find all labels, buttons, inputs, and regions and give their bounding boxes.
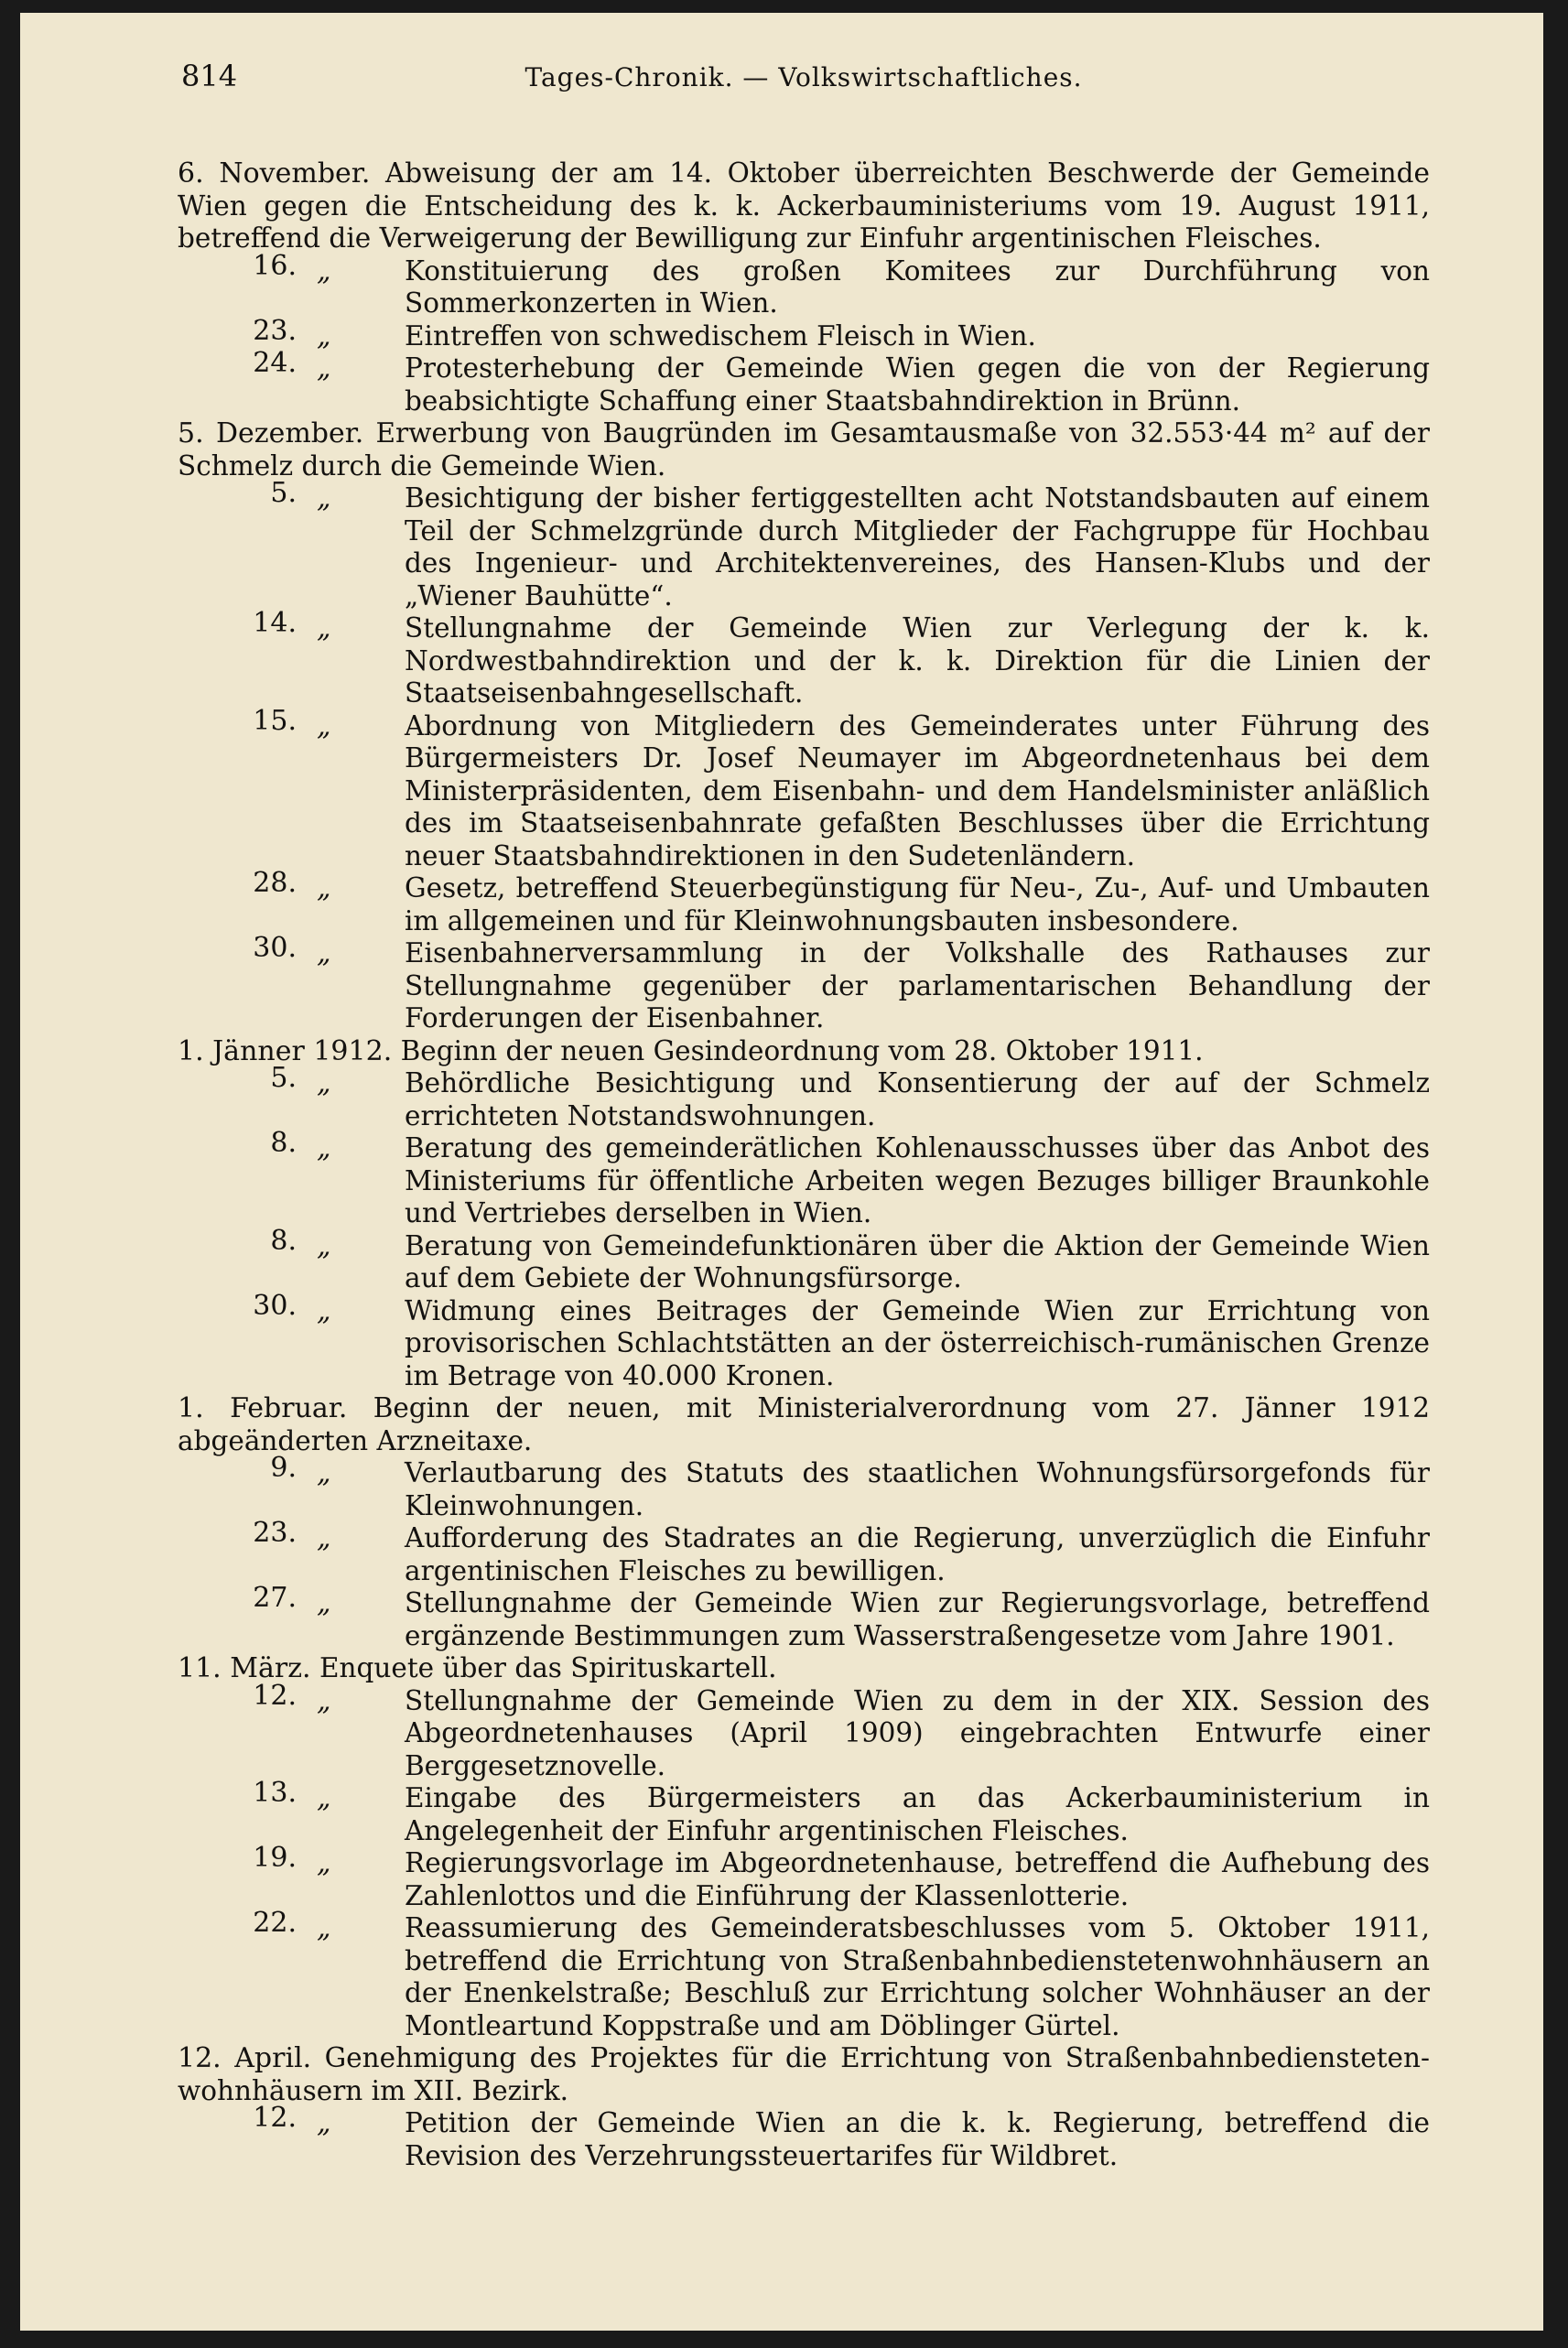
entry-text: Widmung eines Beitrages der Gemeinde Wien zur Errichtung von provisorischen Schlachtstätten an der österreichisch-rumänischen Grenze im Betrage von 40.000 Kronen. [405, 1294, 1430, 1391]
chronicle-entry [178, 1652, 1430, 1685]
entry-text: Genehmigung des Projektes für die Errichtung von Straßenbahnbediensteten-wohnhäusern im XII. Bezirk. [178, 2042, 1430, 2106]
ditto-mark: „ [317, 1522, 331, 1554]
entry-date: 8. [270, 1224, 297, 1257]
entry-text: Eingabe des Bürgermeisters an das Ackerbauministerium in Angelegenheit der Einfuhr argentinischen Fleisches. [405, 1782, 1430, 1846]
entry-date: 23. [253, 1517, 297, 1549]
entry-text: Verlautbarung des Statuts des staatlichen Wohnungsfürsorgefonds für Kleinwohnungen. [405, 1457, 1430, 1521]
entry-text: Besichtigung der bisher fertiggestellten acht Notstandsbauten auf einem Teil der Schmelzgründe durch Mitglieder der Fachgruppe für Hochbau des Ingenieur- und Architektenvereines, des Hansen-Klubs und der „Wiener Bauhütte“. [405, 482, 1430, 611]
entry-text: Abordnung von Mitgliedern des Gemeinderates unter Führung des Bürgermeisters Dr. Josef Neumayer im Abgeordnetenhaus bei dem Ministerpräsidenten, dem Eisenbahn- und dem Handelsminister anläßlich des im Staatseisenbahnrate gefaßten Beschlusses über die Errichtung neuer Staatsbahndirektionen in den Sudetenländern. [405, 709, 1430, 871]
entry-text: Beratung des gemeinderätlichen Kohlenausschusses über das Anbot des Ministeriums für öffentliche Arbeiten wegen Bezuges billiger Braunkohle und Vertriebes derselben in Wien. [405, 1132, 1430, 1228]
entry-date: 30. [253, 1289, 297, 1322]
ditto-mark: „ [317, 1782, 331, 1814]
entry-text: Beginn der neuen, mit Ministerialverordnung vom 27. Jänner 1912 abgeänderten Arzneitaxe. [178, 1392, 1430, 1456]
chronicle-entry [178, 1062, 1430, 1132]
entry-date: 24. [253, 347, 297, 379]
entry-text: Aufforderung des Stadrates an die Regierung, unverzüglich die Einfuhr argentinischen Fleisches zu bewilligen. [405, 1522, 1430, 1586]
entry-date: 5. [270, 477, 297, 509]
ditto-mark: „ [317, 612, 331, 644]
chronicle-entry [178, 704, 1430, 873]
entry-text: Erwerbung von Baugründen im Gesamtausmaße von 32.553·44 m² auf der Schmelz durch die Gemeinde Wien. [178, 417, 1430, 482]
chronicle-entries [178, 157, 1430, 2172]
ditto-mark: „ [317, 254, 331, 287]
entry-text: Regierungsvorlage im Abgeordnetenhause, betreffend die Aufhebung des Zahlenlottos und die Einführung der Klassenlotterie. [405, 1847, 1430, 1911]
chronicle-entry [178, 1127, 1430, 1230]
entry-date: 12. April. [178, 2042, 312, 2074]
running-title: Tages-Chronik. — Volkswirtschaftliches. [524, 62, 1083, 92]
ditto-mark: „ [317, 1067, 331, 1099]
chronicle-entry [178, 1224, 1430, 1295]
entry-date: 15. [253, 704, 297, 737]
chronicle-entry [178, 2102, 1430, 2172]
entry-date: 27. [253, 1582, 297, 1614]
chronicle-entry [178, 2042, 1430, 2107]
chronicle-entry [178, 477, 1430, 612]
entry-date: 22. [253, 1907, 297, 1939]
ditto-mark: „ [317, 872, 331, 904]
entry-date: 12. [253, 1679, 297, 1712]
chronicle-entry [178, 607, 1430, 710]
entry-date: 1. Jänner 1912. [178, 1034, 393, 1067]
ditto-mark: „ [317, 1132, 331, 1164]
chronicle-entry [178, 1679, 1430, 1783]
entry-text: Gesetz, betreffend Steuerbegünstigung für Neu-, Zu-, Auf- und Umbauten im allgemeinen und für Kleinwohnungsbauten insbesondere. [405, 872, 1430, 936]
entry-text: Beginn der neuen Gesindeordnung vom 28. Oktober 1911. [400, 1034, 1204, 1066]
ditto-mark: „ [317, 1587, 331, 1619]
ditto-mark: „ [317, 709, 331, 742]
ditto-mark: „ [317, 1294, 331, 1327]
ditto-mark: „ [317, 1457, 331, 1489]
entry-date: 14. [253, 607, 297, 639]
ditto-mark: „ [317, 1229, 331, 1262]
page-number: 814 [181, 59, 238, 93]
entry-date: 28. [253, 867, 297, 899]
ditto-mark: „ [317, 352, 331, 384]
ditto-mark: „ [317, 937, 331, 969]
chronicle-entry [178, 1289, 1430, 1393]
chronicle-entry [178, 1452, 1430, 1522]
chronicle-entry [178, 1392, 1430, 1457]
entry-text: Abweisung der am 14. Oktober überreichten Beschwerde der Gemeinde Wien gegen die Entscheidung des k. k. Ackerbauministeriums vom 19. August 1911, betreffend die Verweigerung der Bewilligung zur Einfuhr argentinischen Fleisches. [178, 157, 1430, 254]
ditto-mark: „ [317, 319, 331, 352]
entry-text: Beratung von Gemeindefunktionären über die Aktion der Gemeinde Wien auf dem Gebiete der Wohnungsfürsorge. [405, 1229, 1430, 1293]
entry-date: 8. [270, 1127, 297, 1159]
entry-date: 1. Februar. [178, 1392, 348, 1424]
entry-date: 23. [253, 314, 297, 347]
entry-date: 9. [270, 1452, 297, 1484]
ditto-mark: „ [317, 482, 331, 514]
ditto-mark: „ [317, 2107, 331, 2139]
entry-text: Eintreffen von schwedischem Fleisch in Wien. [405, 319, 1036, 352]
entry-date: 12. [253, 2102, 297, 2134]
entry-date: 5. Dezember. [178, 417, 364, 449]
entry-date: 6. November. [178, 157, 371, 189]
ditto-mark: „ [317, 1847, 331, 1879]
chronicle-entry [178, 1517, 1430, 1587]
entry-text: Stellungnahme der Gemeinde Wien zur Verlegung der k. k. Nordwestbahndirektion und der k. k. Direktion für die Linien der Staatseisenbahngesellschaft. [405, 612, 1430, 709]
chronicle-entry [178, 867, 1430, 937]
chronicle-entry [178, 1842, 1430, 1912]
entry-text: Petition der Gemeinde Wien an die k. k. Regierung, betreffend die Revision des Verzehrungssteuertarifes für Wildbret. [405, 2107, 1430, 2171]
entry-text: Stellungnahme der Gemeinde Wien zur Regierungsvorlage, betreffend ergänzende Bestimmungen zum Wasserstraßengesetze vom Jahre 1901. [405, 1587, 1430, 1651]
entry-date: 16. [253, 249, 297, 282]
chronicle-entry [178, 417, 1430, 482]
chronicle-entry [178, 932, 1430, 1035]
entry-date: 30. [253, 932, 297, 964]
entry-text: Reassumierung des Gemeinderatsbeschlusses vom 5. Oktober 1911, betreffend die Errichtung von Straßenbahnbedienstetenwohnhäusern an der Enenkelstraße; Beschluß zur Errichtung solcher Wohnhäuser an der Montleartund Koppstraße und am Döblinger Gürtel. [405, 1912, 1430, 2041]
chronicle-entry [178, 157, 1430, 255]
chronicle-entry [178, 1035, 1430, 1068]
chronicle-entry [178, 1907, 1430, 2042]
ditto-mark: „ [317, 1912, 331, 1944]
entry-text: Stellungnahme der Gemeinde Wien zu dem in der XIX. Session des Abgeordnetenhauses (April 1909) eingebrachten Entwurfe einer Berggesetznovelle. [405, 1684, 1430, 1781]
entry-date: 5. [270, 1062, 297, 1094]
entry-text: Konstituierung des großen Komitees zur Durchführung von Sommerkonzerten in Wien. [405, 254, 1430, 319]
chronicle-entry [178, 347, 1430, 417]
entry-date: 19. [253, 1842, 297, 1874]
ditto-mark: „ [317, 1684, 331, 1717]
entry-date: 11. März. [178, 1652, 311, 1684]
page-header [181, 49, 1426, 104]
entry-text: Enquete über das Spirituskartell. [319, 1652, 777, 1683]
entry-text: Behördliche Besichtigung und Konsentierung der auf der Schmelz errichteten Notstandswohnungen. [405, 1067, 1430, 1131]
entry-text: Protesterhebung der Gemeinde Wien gegen die von der Regierung beabsichtigte Schaffung einer Staatsbahndirektion in Brünn. [405, 352, 1430, 417]
chronicle-entry [178, 249, 1430, 320]
document-page [20, 13, 1543, 2331]
chronicle-entry [178, 1777, 1430, 1847]
entry-date: 13. [253, 1777, 297, 1809]
chronicle-entry [178, 314, 1430, 353]
entry-text: Eisenbahnerversammlung in der Volkshalle des Rathauses zur Stellungnahme gegenüber der parlamentarischen Behandlung der Forderungen der Eisenbahner. [405, 937, 1430, 1033]
chronicle-entry [178, 1582, 1430, 1652]
